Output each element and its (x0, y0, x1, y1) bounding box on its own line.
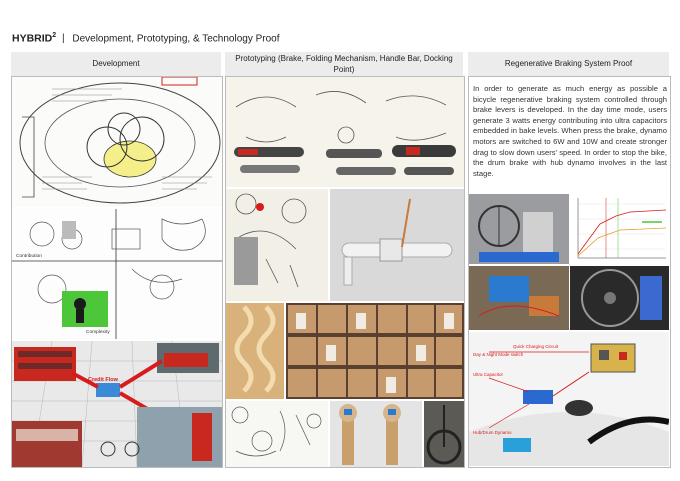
title-subtitle: Development, Prototyping, & Technology Proof (72, 33, 280, 45)
page-title (12, 32, 280, 44)
proof-header (468, 52, 669, 76)
proof-title: Regenerative Braking System Proof (504, 59, 633, 68)
brake-lever-sketches (226, 77, 464, 187)
brand-name: HYBRID (12, 32, 53, 45)
ultra-capacitor-label: Ultra Capacitor (473, 372, 504, 377)
hub-dynamo-label: Hub/Drum Dynamo (473, 430, 512, 435)
contribution-complexity-sketch (12, 209, 222, 339)
power-graph-screenshot (570, 194, 669, 264)
prototyping-panel (225, 76, 465, 468)
bicycle-photo (424, 401, 464, 467)
prototyping-title: Prototyping (Brake, Folding Mechanism, Handle Bar, Docking Point) (235, 54, 453, 74)
credit-flow-collage (12, 341, 222, 467)
title-separator: | (61, 33, 65, 45)
folding-mechanism-sketch (226, 189, 328, 301)
credit-flow-label: Credit Flow (88, 377, 118, 383)
prototyping-header (225, 52, 463, 76)
development-panel (11, 76, 223, 468)
day-night-switch-label: Day & Night Mode switch (473, 352, 524, 357)
docking-sketches (226, 401, 328, 467)
complexity-axis-label: Complexity (86, 330, 110, 335)
test-rig-photo (469, 194, 569, 264)
brand-superscript: 2 (52, 32, 57, 39)
circuit-workbench-photo (469, 266, 569, 330)
development-header (11, 52, 221, 76)
bike-wheel-photo (570, 266, 669, 330)
contribution-axis-label: Contribution (16, 254, 42, 259)
handlebar-prototype-photo (330, 189, 464, 301)
concept-mindmap-sketch (12, 77, 222, 207)
docking-point-photo (226, 303, 284, 399)
proof-description: In order to generate as much energy as possible a bicycle regenerative braking system controlled through brake levers is developed. In the day time mode, users generate 3 watts energy contributing into ultra capacitors embedded in bake levels. When press the brake, dynamo motors are switched to 6W and 10W and create stronger drag to slow down users' speed. In order to stop the bike, the drum brake with hub dynamo involves in the last stage. (473, 84, 667, 178)
circuit-diagram-photo (469, 332, 669, 466)
quick-charging-label: Quick Charging Circuit (513, 344, 559, 349)
user-test-photo-grid (286, 303, 464, 399)
lever-mockup-photos (330, 401, 422, 467)
development-title: Development (92, 59, 140, 68)
